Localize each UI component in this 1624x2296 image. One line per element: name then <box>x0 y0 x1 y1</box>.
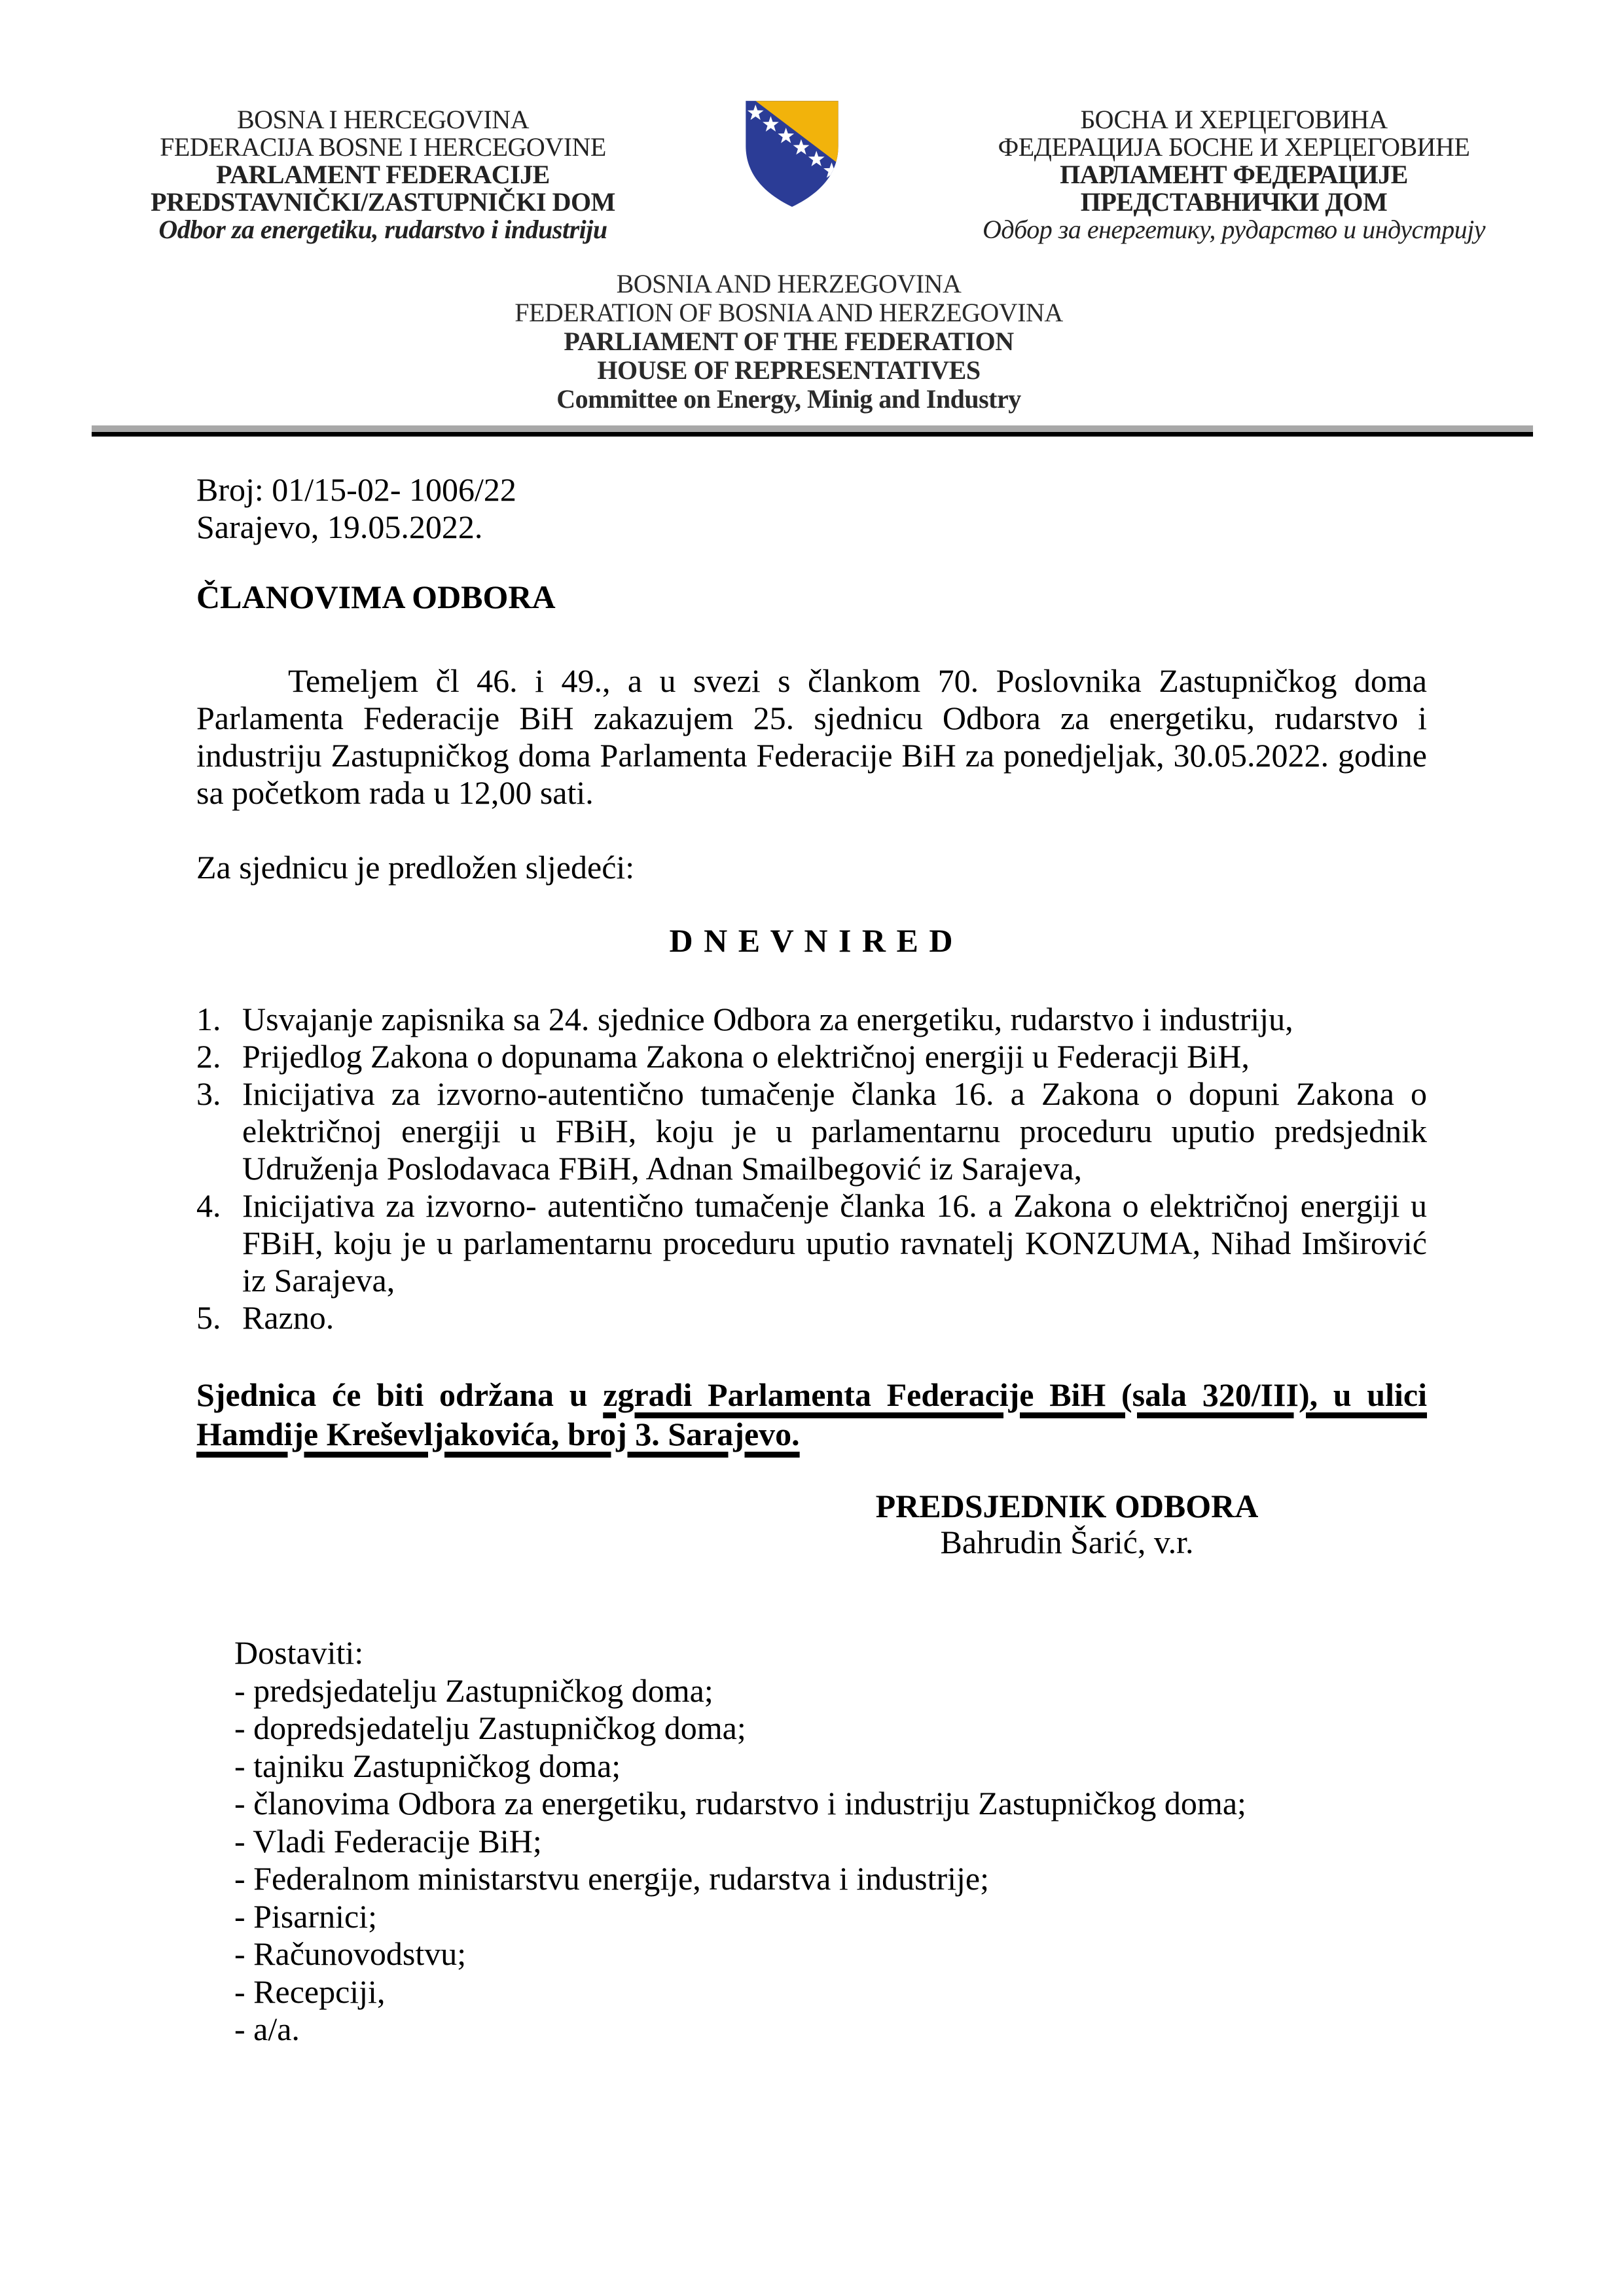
agenda-item-number: 1. <box>196 1001 221 1037</box>
distribution-item: - a/a. <box>234 2011 300 2047</box>
distribution-item: - dopredsjedatelju Zastupničkog doma; <box>234 1710 746 1746</box>
agenda-item-text: Inicijativa za izvorno-autentično tumačenje članka 16. a Zakona o dopuni Zakona o električnoj energiji u FBiH, koju je u parlamentarnu proceduru uputio predsjednik Udruženja Poslodavaca FBiH, Adnan Smailbegović iz Sarajeva, <box>242 1075 1427 1187</box>
place-and-date: Sarajevo, 19.05.2022. <box>196 509 483 545</box>
header-english-line: PARLIAMENT OF THE FEDERATION <box>564 327 1014 356</box>
agenda-item <box>196 1038 1427 1075</box>
agenda-item-number: 3. <box>196 1075 221 1112</box>
signature-name: Bahrudin Šarić, v.r. <box>940 1524 1194 1560</box>
header-right-line: ФЕДЕРАЦИЈА БОСНЕ И ХЕРЦЕГОВИНЕ <box>998 132 1470 162</box>
signature-title: PREDSJEDNIK ODBORA <box>875 1488 1259 1524</box>
intro-paragraph: Temeljem čl 46. i 49., a u svezi s člankom 70. Poslovnika Zastupničkog doma Parlamenta Federacije BiH zakazujem 25. sjednicu Odbora za energetiku, rudarstvo i industriju Zastupničkog doma Parlamenta Federacije BiH za ponedjeljak, 30.05.2022. godine sa početkom rada u 12,00 sati. <box>196 662 1427 811</box>
reference-block <box>196 471 1427 546</box>
agenda-item <box>196 1299 1427 1336</box>
header-right-committee-line: Одбор за енергетику, рударство и индустрију <box>983 215 1485 244</box>
header-divider-rule <box>92 425 1533 437</box>
header-left-committee-line: Odbor za energetiku, rudarstvo i industriju <box>158 215 607 244</box>
agenda-item-number: 4. <box>196 1187 221 1224</box>
coat-of-arms-icon <box>734 94 850 215</box>
distribution-item: - članovima Odbora za energetiku, rudarstvo i industriju Zastupničkog doma; <box>234 1785 1246 1821</box>
distribution-item: - tajniku Zastupničkog doma; <box>234 1747 621 1784</box>
salutation: ČLANOVIMA ODBORA <box>196 579 556 615</box>
distribution-list <box>234 1634 1478 2049</box>
proposal-line: Za sjednicu je predložen sljedeći: <box>196 849 635 886</box>
header-left-line: FEDERACIJA BOSNE I HERCEGOVINE <box>160 132 606 162</box>
header-english-committee-line: Committee on Energy, Minig and Industry <box>556 384 1021 414</box>
distribution-item: - predsjedatelju Zastupničkog doma; <box>234 1672 713 1709</box>
venue-underlined-part: zgradi Parlamenta Federacije BiH (sala 320/III), u ulici <box>603 1376 1427 1413</box>
signature-block <box>687 1488 1447 1560</box>
header-left-line: BOSNA I HERCEGOVINA <box>236 105 530 134</box>
agenda-item <box>196 1187 1427 1299</box>
header-right-line: ПАРЛАМЕНТ ФЕДЕРАЦИЈЕ <box>1060 160 1408 189</box>
agenda-item-text: Usvajanje zapisnika sa 24. sjednice Odbora za energetiku, rudarstvo i industriju, <box>242 1001 1293 1037</box>
header-left-line: PREDSTAVNIČKI/ZASTUPNIČKI DOM <box>151 187 615 217</box>
header-right-line: БОСНА И ХЕРЦЕГОВИНА <box>1080 105 1388 134</box>
agenda-item <box>196 1075 1427 1187</box>
distribution-item: - Vladi Federacije BiH; <box>234 1822 542 1859</box>
agenda-item-text: Prijedlog Zakona o dopunama Zakona o električnoj energiji u Federacji BiH, <box>242 1038 1250 1075</box>
agenda-item-text: Inicijativa za izvorno- autentično tumačenje članka 16. a Zakona o električnoj energiji u FBiH, koju je u parlamentarnu proceduru uputio ravnatelj KONZUMA, Nihad Imširović iz Sarajeva, <box>242 1187 1427 1299</box>
venue-underlined-part: Hamdije Kreševljakovića, broj 3. Sarajevo. <box>196 1416 800 1452</box>
distribution-label: Dostaviti: <box>234 1634 364 1671</box>
distribution-item: - Recepciji, <box>234 1973 386 2010</box>
distribution-item: - Federalnom ministarstvu energije, rudarstva i industrije; <box>234 1860 989 1897</box>
agenda-item-text: Razno. <box>242 1299 334 1336</box>
header-english-line: BOSNIA AND HERZEGOVINA <box>616 269 962 298</box>
header-english-line: FEDERATION OF BOSNIA AND HERZEGOVINA <box>514 298 1063 327</box>
header-right-block <box>929 106 1538 243</box>
distribution-item: - Pisarnici; <box>234 1897 378 1935</box>
agenda-item <box>196 1001 1427 1038</box>
header-left-block <box>79 106 687 243</box>
header-english-line: HOUSE OF REPRESENTATIVES <box>597 355 981 385</box>
reference-number: Broj: 01/15-02- 1006/22 <box>196 471 516 508</box>
header-english-block <box>491 270 1087 414</box>
venue-prefix: Sjednica će biti održana u <box>196 1376 604 1413</box>
venue-notice <box>196 1375 1427 1454</box>
agenda-title: D N E V N I R E D <box>669 922 954 959</box>
distribution-item: - Računovodstvu; <box>234 1935 467 1972</box>
agenda-item-number: 2. <box>196 1038 221 1075</box>
agenda-list <box>196 1001 1427 1336</box>
header-right-line: ПРЕДСТАВНИЧКИ ДОМ <box>1080 187 1388 217</box>
agenda-item-number: 5. <box>196 1299 221 1336</box>
header-left-line: PARLAMENT FEDERACIJE <box>216 160 550 189</box>
